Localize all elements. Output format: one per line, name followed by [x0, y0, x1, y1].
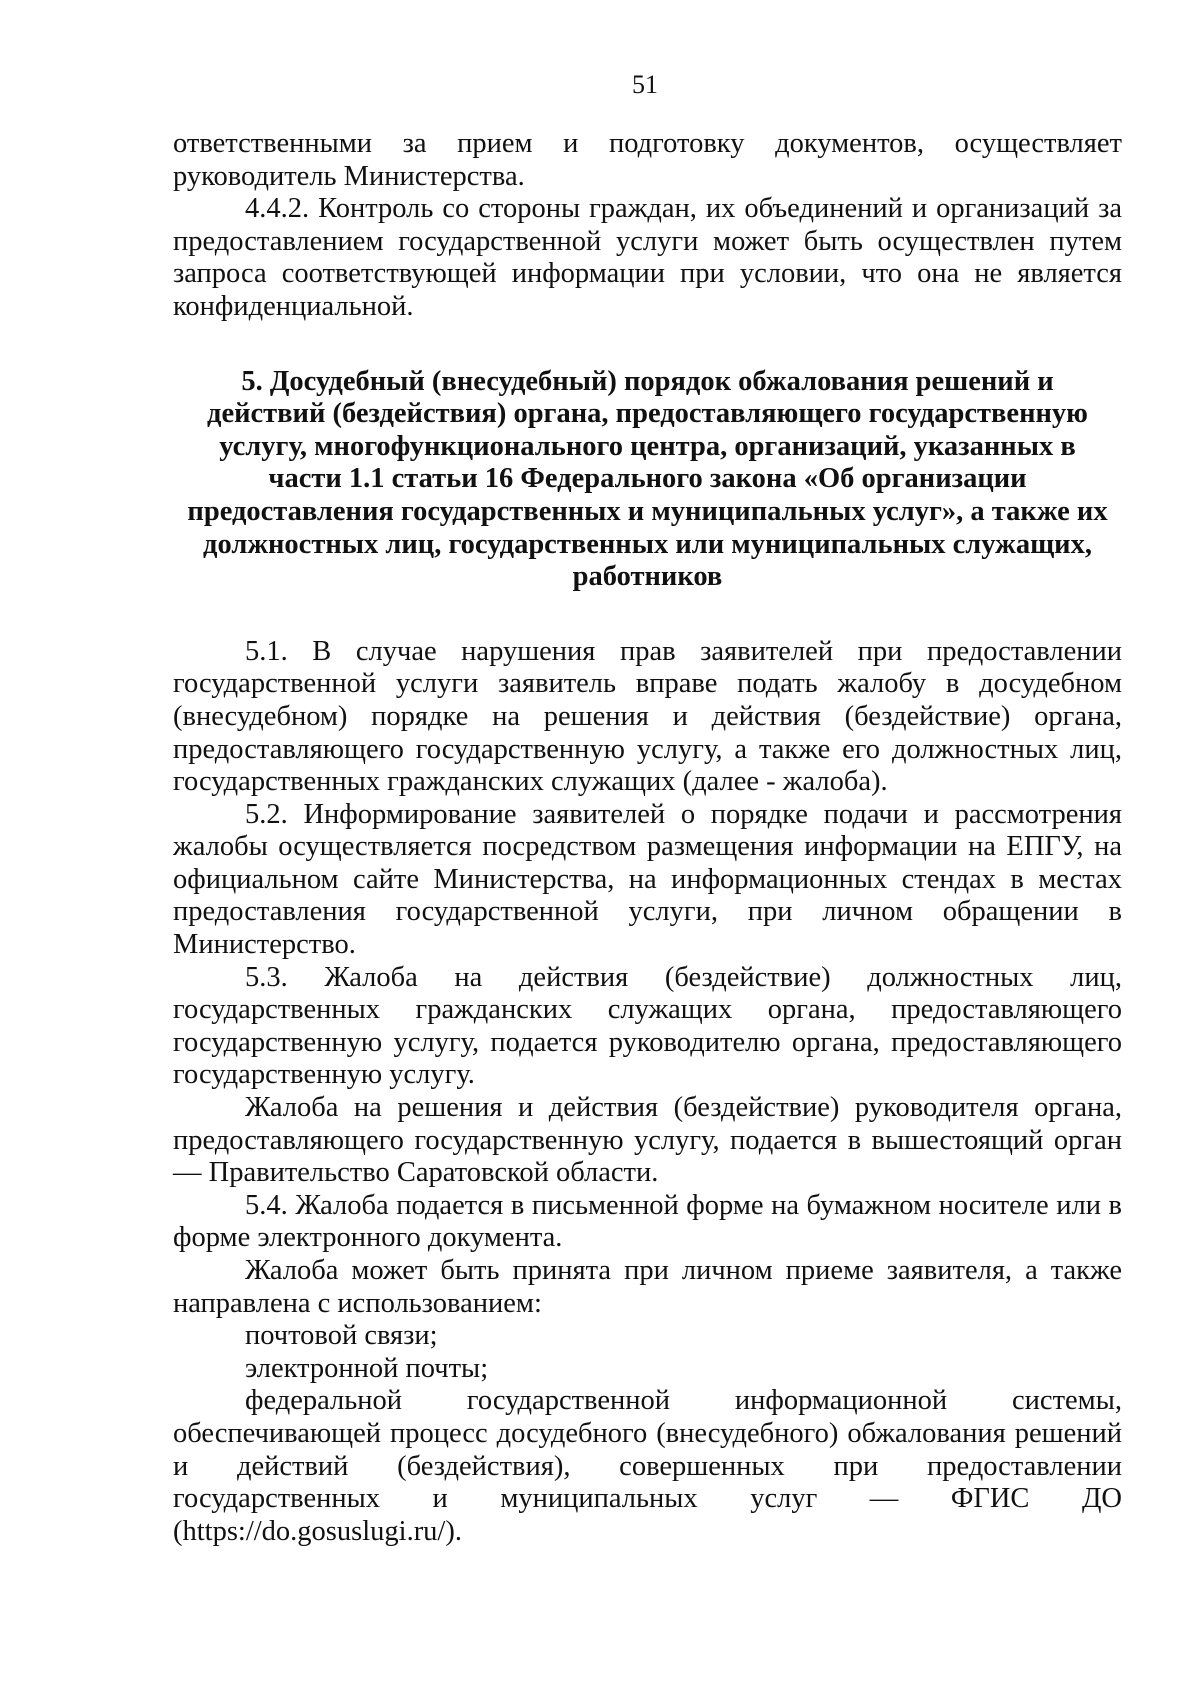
paragraph-5-3: 5.3. Жалоба на действия (бездействие) должностных лиц, государственных гражданских служащих органа, предоставляющего государственную услугу, подается руководителю органа, предоставляющего государственную услугу.	[173, 961, 1122, 1091]
list-item-fgis: федеральной государственной информационной системы, обеспечивающей процесс досудебного (внесудебного) обжалования решений и действий (бездействия), совершенных при предоставлении государственных и муниципальных услуг — ФГИС ДО (https://do.gosuslugi.ru/).	[173, 1385, 1122, 1547]
paragraph-complaint-head: Жалоба на решения и действия (бездействие) руководителя органа, предоставляющего государственную услугу, подается в вышестоящий орган — Правительство Саратовской области.	[173, 1092, 1122, 1189]
heading-line: работников	[572, 561, 723, 593]
paragraph-5-4: 5.4. Жалоба подается в письменной форме на бумажном носителе или в форме электронного документа.	[173, 1189, 1122, 1254]
heading-line: предоставления государственных и муниципальных услуг», а также их	[187, 495, 1108, 527]
document-body	[173, 128, 1122, 1548]
page-number: 51	[632, 70, 658, 99]
list-item-post: почтовой связи;	[245, 1320, 438, 1352]
heading-line: услугу, многофункционального центра, организаций, указанных в	[219, 430, 1076, 462]
paragraph-5-1: 5.1. В случае нарушения прав заявителей при предоставлении государственной услуги заявитель вправе подать жалобу в досудебном (внесудебном) порядке на решения и действия (бездействие) органа, предоставляющего государственную услугу, а также его должностных лиц, государственных гражданских служащих (далее - жалоба).	[173, 635, 1122, 798]
section-5-heading	[173, 366, 1122, 594]
heading-line: действий (бездействия) органа, предоставляющего государственную	[207, 398, 1088, 430]
paragraph-4-4-2: 4.4.2. Контроль со стороны граждан, их объединений и организаций за предоставлением государственной услуги может быть осуществлен путем запроса соответствующей информации при условии, что она не является конфиденциальной.	[173, 193, 1122, 322]
heading-line: должностных лиц, государственных или муниципальных служащих,	[203, 528, 1092, 560]
heading-line: части 1.1 статьи 16 Федерального закона «Об организации	[268, 463, 1027, 495]
paragraph-continuation: ответственными за прием и подготовку документов, осуществляет руководитель Министерства.	[173, 128, 1122, 192]
paragraph-5-2: 5.2. Информирование заявителей о порядке подачи и рассмотрения жалобы осуществляется посредством размещения информации на ЕПГУ, на официальном сайте Министерства, на информационных стендах в местах предоставления государственной услуги, при личном обращении в Министерство.	[173, 798, 1122, 961]
paragraph-submission-methods: Жалоба может быть принята при личном приеме заявителя, а также направлена с использованием:	[173, 1255, 1122, 1319]
heading-line: 5. Досудебный (внесудебный) порядок обжалования решений и	[241, 365, 1054, 397]
list-item-email: электронной почты;	[245, 1352, 489, 1384]
